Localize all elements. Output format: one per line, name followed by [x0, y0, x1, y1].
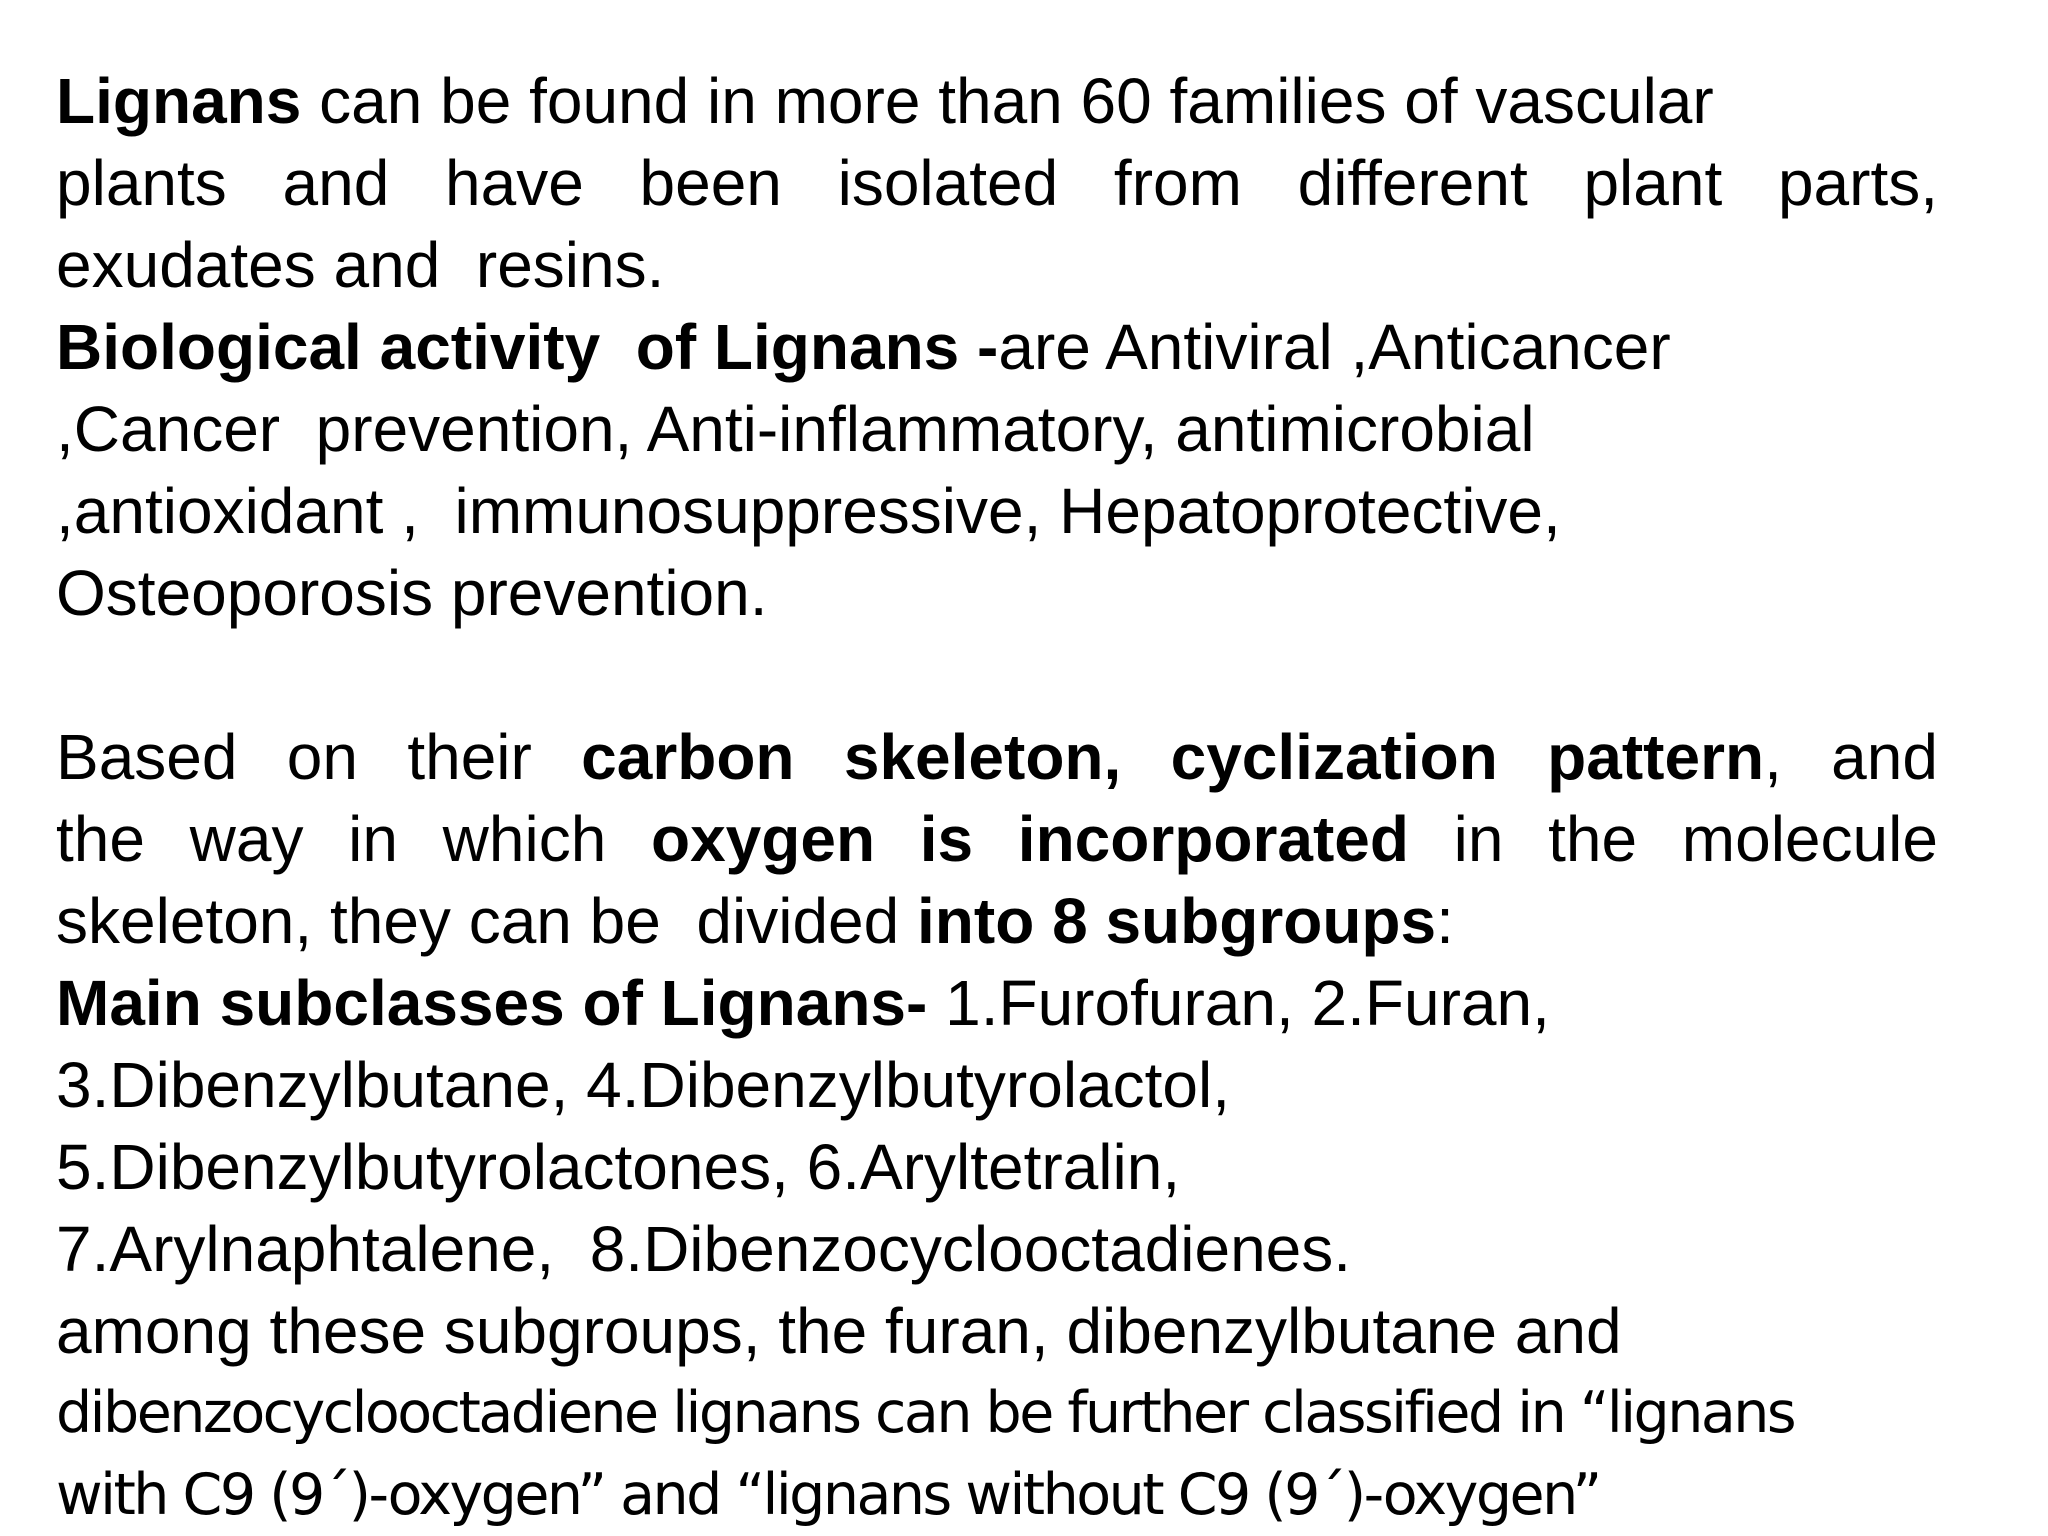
- word-suffix: ,: [1764, 721, 1782, 793]
- word-text: carbon: [581, 721, 795, 793]
- word-text: skeleton,: [843, 721, 1122, 793]
- p1-line3: exudates and resins.: [56, 229, 665, 301]
- word: [443, 798, 607, 880]
- p4-line4: 7.Arylnaphtalene, 8.Dibenzocyclooctadienes.: [56, 1213, 1352, 1285]
- word: [1547, 716, 1782, 798]
- word: [1171, 716, 1498, 798]
- word: [1548, 798, 1637, 880]
- word: [651, 798, 875, 880]
- p5-line3: with C9 (9´)-oxygen” and “lignans without C9 (9´)-oxygen”: [56, 1462, 1600, 1528]
- word-text: molecule: [1681, 803, 1938, 875]
- word: isolated: [837, 147, 1059, 219]
- word: [1831, 716, 1938, 798]
- subgroups-term: into 8 subgroups: [917, 885, 1437, 957]
- word: [56, 716, 237, 798]
- p5-line1: among these subgroups, the furan, dibenzylbutane and: [56, 1295, 1622, 1367]
- word: [844, 716, 1121, 798]
- word: [1454, 798, 1504, 880]
- paragraph-spacer: [56, 634, 1956, 716]
- word-text: cyclization: [1170, 721, 1498, 793]
- word-text: in: [348, 803, 398, 875]
- p1-line1-text: can be found in more than 60 families of vascular: [319, 65, 1714, 137]
- p3-line3-end: :: [1436, 885, 1454, 957]
- word: [1018, 798, 1409, 880]
- p4-line3: 5.Dibenzylbutyrolactones, 6.Aryltetralin,: [56, 1131, 1181, 1203]
- word-text: on: [286, 721, 358, 793]
- word: been: [639, 147, 782, 219]
- word: [581, 716, 794, 798]
- word-text: in: [1453, 803, 1504, 875]
- word: [287, 716, 358, 798]
- word: from: [1113, 147, 1242, 219]
- word: [190, 798, 304, 880]
- word-text: and: [1831, 721, 1938, 793]
- p2-line4: Osteoporosis prevention.: [56, 557, 768, 629]
- word-text: oxygen: [650, 803, 876, 875]
- word: plant: [1583, 147, 1723, 219]
- slide-text-body: [56, 60, 1956, 1536]
- p3-line2: [56, 798, 1938, 880]
- word: [407, 716, 532, 798]
- main-subclasses-heading: Main subclasses of Lignans-: [56, 967, 928, 1039]
- word-text: their: [407, 721, 532, 793]
- p2-line2: ,Cancer prevention, Anti-inflammatory, antimicrobial: [56, 393, 1535, 465]
- p2-line1-text: are Antiviral ,Anticancer: [998, 311, 1671, 383]
- p2-line3: ,antioxidant , immunosuppressive, Hepatoprotective,: [56, 475, 1561, 547]
- word-text: the: [56, 803, 145, 875]
- word-text: the: [1548, 803, 1638, 875]
- word: plants: [56, 147, 227, 219]
- word: [56, 798, 145, 880]
- word: parts,: [1777, 147, 1938, 219]
- p1-line1: [56, 60, 1956, 142]
- lignans-term: Lignans: [56, 65, 302, 137]
- word: [348, 798, 398, 880]
- word: [1682, 798, 1938, 880]
- p3-line3: [56, 880, 1956, 962]
- p2-line1: [56, 306, 1956, 388]
- word-text: pattern: [1547, 721, 1765, 793]
- word-text: is: [919, 803, 974, 875]
- word: have: [445, 147, 584, 219]
- word-text: incorporated: [1017, 803, 1409, 875]
- p5-line2: dibenzocyclooctadiene lignans can be further classified in “lignans: [56, 1380, 1795, 1446]
- word: and: [282, 147, 390, 219]
- p4-line1: [56, 962, 1956, 1044]
- word-text: way: [189, 803, 304, 875]
- p4-line1-text: 1.Furofuran, 2.Furan,: [927, 967, 1550, 1039]
- p3-line3-text: skeleton, they can be divided: [56, 885, 917, 957]
- word-text: Based: [56, 721, 238, 793]
- p4-line2: 3.Dibenzylbutane, 4.Dibenzylbutyrolactol,: [56, 1049, 1230, 1121]
- word-text: which: [442, 803, 607, 875]
- p3-line1: [56, 716, 1938, 798]
- biological-activity-heading: Biological activity of Lignans -: [56, 311, 999, 383]
- p1-line2: [56, 142, 1938, 224]
- word: different: [1297, 147, 1528, 219]
- word: [920, 798, 973, 880]
